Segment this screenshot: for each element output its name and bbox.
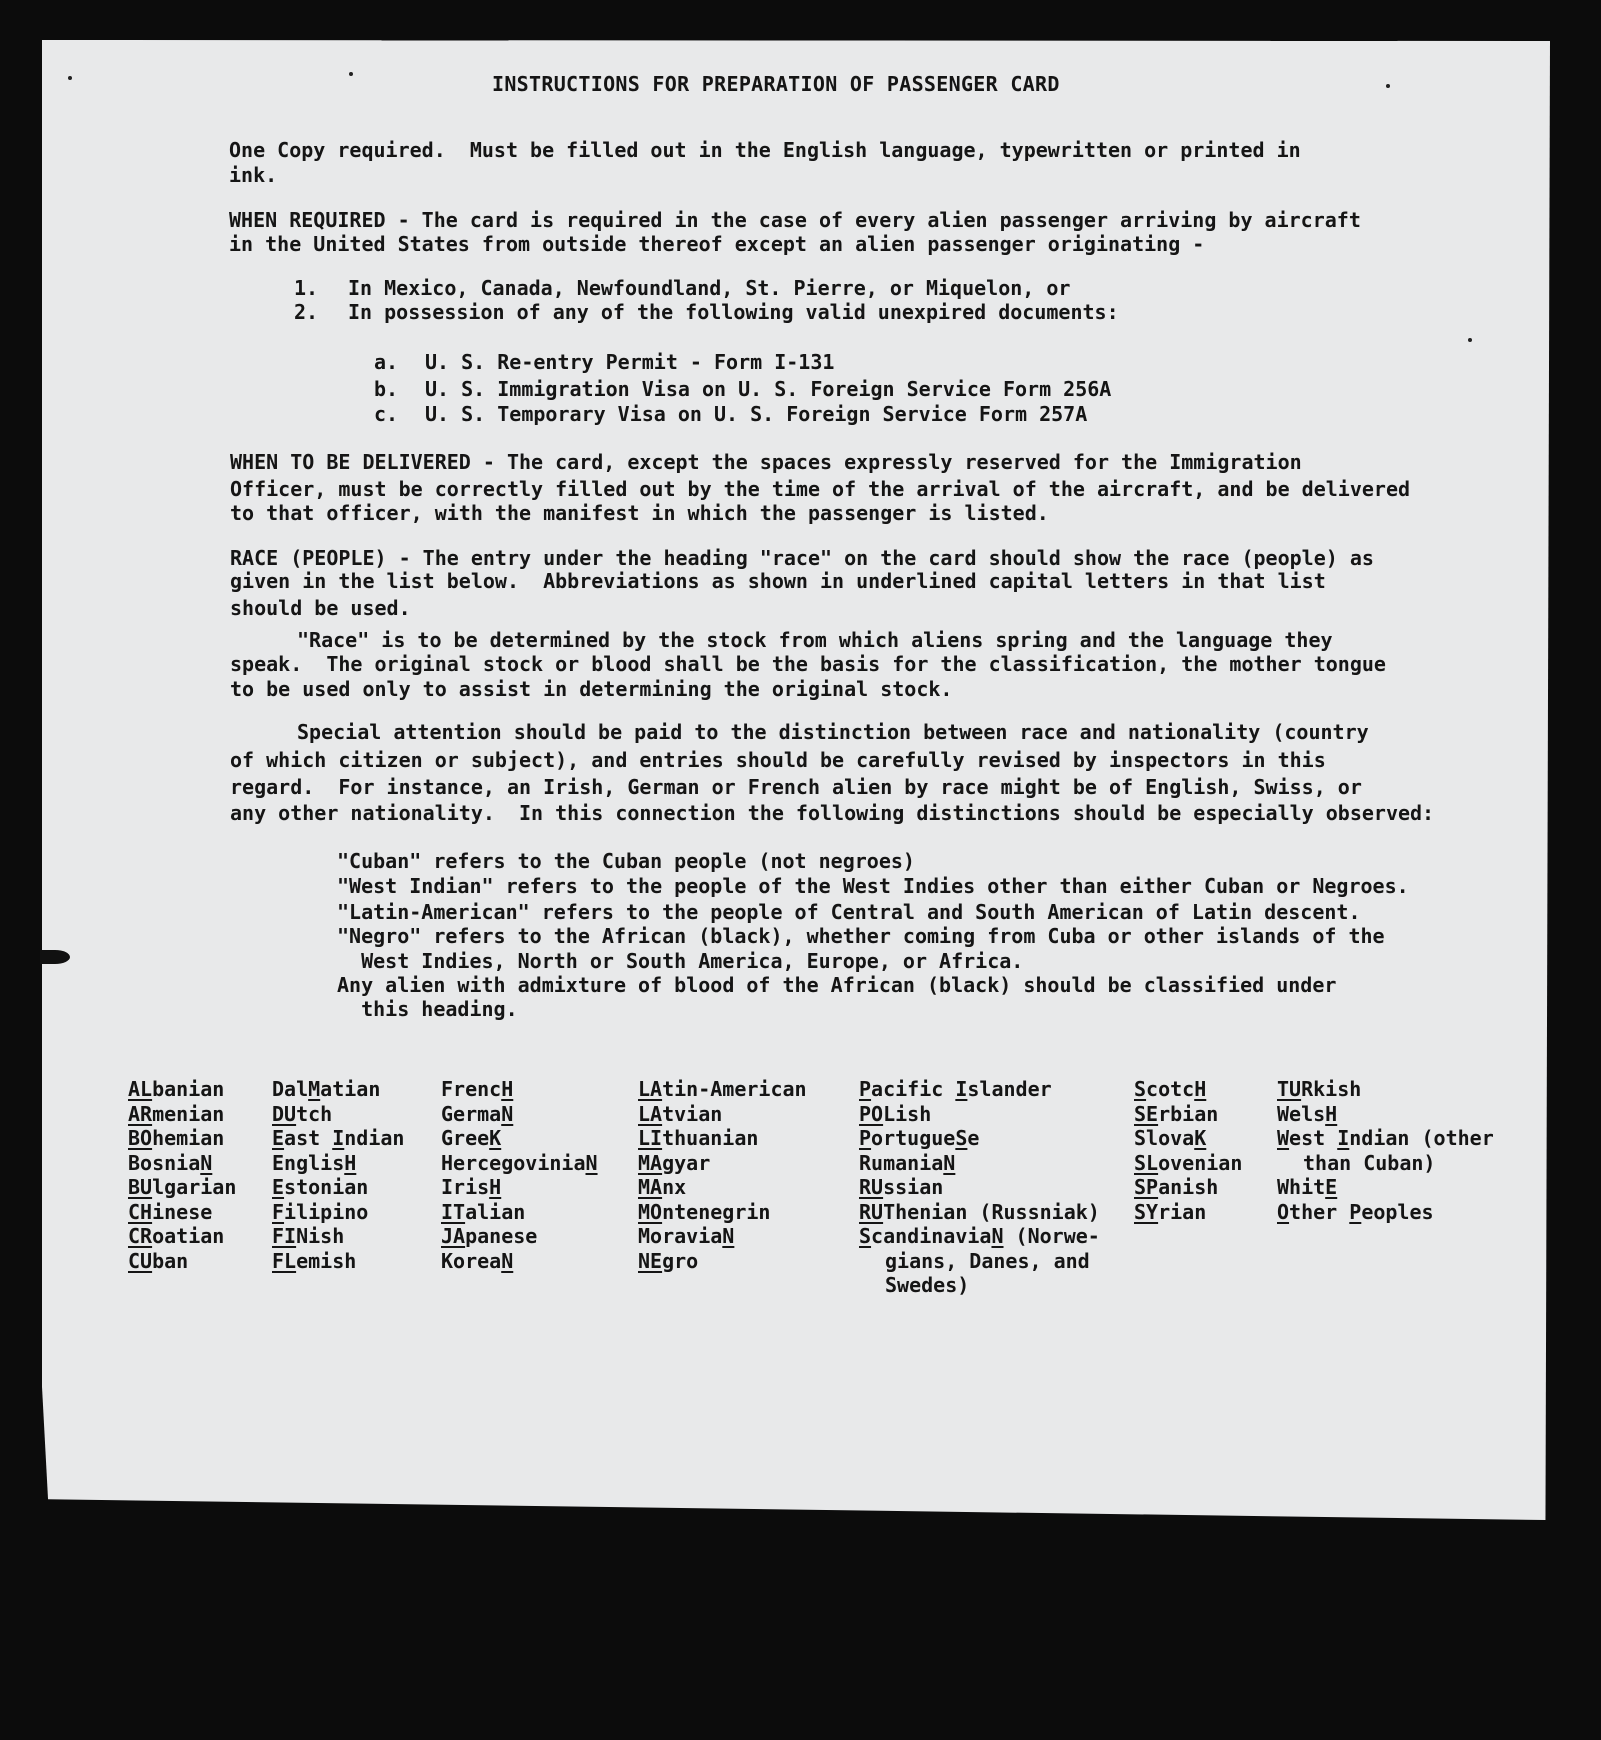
race-entry xyxy=(1277,1126,1494,1151)
race-text: Nish xyxy=(296,1224,345,1248)
race-abbreviation: PO xyxy=(859,1101,884,1126)
when-delivered-line-1: WHEN TO BE DELIVERED - The card, except the spaces expressly reserved for the Immigration xyxy=(230,450,1302,474)
race-entry xyxy=(128,1151,236,1176)
race-abbreviation: H xyxy=(1325,1101,1338,1126)
race-text: panese xyxy=(465,1224,538,1248)
race-abbreviation: H xyxy=(501,1077,514,1101)
race-entry xyxy=(441,1175,598,1200)
race-abbreviation: IT xyxy=(441,1199,466,1224)
race-entry xyxy=(272,1151,404,1176)
race-abbreviation: N xyxy=(501,1101,514,1126)
race-entry xyxy=(272,1200,404,1225)
race-text: banian xyxy=(152,1077,225,1101)
ink-speck xyxy=(1468,338,1472,342)
race-column-7 xyxy=(1277,1077,1494,1224)
race-abbreviation: MO xyxy=(638,1199,663,1224)
race-abbreviation: H xyxy=(489,1175,502,1199)
race-abbreviation: P xyxy=(859,1126,872,1150)
document-item: U. S. Temporary Visa on U. S. Foreign Service Form 257A xyxy=(425,402,1088,426)
race-entry xyxy=(272,1175,404,1200)
document-letter: a. xyxy=(374,350,399,374)
race-abbreviation: N xyxy=(501,1248,514,1273)
race-abbreviation: SE xyxy=(1134,1101,1159,1126)
race-abbreviation: S xyxy=(955,1126,968,1150)
race-text: ilipino xyxy=(284,1199,369,1224)
race-entry xyxy=(128,1077,236,1102)
race-entry: than Cuban) xyxy=(1303,1150,1436,1175)
race-entry xyxy=(638,1102,807,1127)
distinction-line: "Cuban" refers to the Cuban people (not negroes) xyxy=(337,849,915,873)
race-entry xyxy=(128,1102,236,1127)
race-entry xyxy=(272,1102,404,1127)
race-text: ortugue xyxy=(871,1126,956,1150)
race-text: eoples xyxy=(1361,1199,1434,1224)
race-abbreviation: BU xyxy=(128,1175,153,1199)
race-intro-line-3: should be used. xyxy=(230,596,411,620)
race-text: Wels xyxy=(1277,1101,1326,1126)
race-abbreviation: I xyxy=(332,1126,345,1150)
race-text: Rumania xyxy=(859,1150,944,1175)
race-abbreviation: O xyxy=(1277,1199,1290,1224)
race-entry xyxy=(441,1249,598,1274)
race-entry xyxy=(272,1077,404,1102)
race-abbreviation: P xyxy=(1349,1199,1362,1224)
race-entry xyxy=(1134,1200,1242,1225)
race-text: Slova xyxy=(1134,1126,1195,1150)
document-item: U. S. Re-entry Permit - Form I-131 xyxy=(425,350,835,374)
distinction-line: "Latin-American" refers to the people of Central and South American of Latin descent. xyxy=(337,900,1361,924)
race-abbreviation: LA xyxy=(638,1077,663,1101)
race-text: acific xyxy=(871,1077,956,1101)
race-abbreviation: E xyxy=(272,1175,285,1199)
race-abbreviation: M xyxy=(308,1077,321,1101)
race-def-line-3: to be used only to assist in determining the original stock. xyxy=(230,677,953,701)
special-attention-line-2: of which citizen or subject), and entries should be carefully revised by inspectors in this xyxy=(230,748,1326,772)
race-entry xyxy=(859,1224,1100,1249)
race-text: inese xyxy=(152,1199,213,1224)
race-text: e xyxy=(967,1126,980,1150)
race-column-1 xyxy=(128,1077,236,1273)
race-abbreviation: K xyxy=(489,1126,502,1150)
race-entry xyxy=(128,1175,236,1200)
race-entry xyxy=(638,1175,807,1200)
race-entry xyxy=(1277,1102,1494,1127)
race-text: rbian xyxy=(1158,1101,1219,1126)
distinction-line: "West Indian" refers to the people of the West Indies other than either Cuban or Negroes. xyxy=(337,874,1409,898)
race-abbreviation: CU xyxy=(128,1248,153,1273)
race-column-6 xyxy=(1134,1077,1242,1224)
race-abbreviation: N xyxy=(200,1150,213,1175)
intro-line-1: One Copy required. Must be filled out in the English language, typewritten or printed in xyxy=(229,138,1301,162)
race-abbreviation: F xyxy=(272,1199,285,1224)
race-entry xyxy=(859,1175,1100,1200)
race-entry xyxy=(1134,1126,1242,1151)
race-text: emish xyxy=(296,1248,357,1273)
condition-number: 2. xyxy=(294,300,319,324)
race-text: stonian xyxy=(284,1175,369,1199)
condition-number: 1. xyxy=(294,276,319,300)
race-column-5 xyxy=(859,1077,1100,1298)
race-text: thuanian xyxy=(662,1126,759,1150)
race-text: Dal xyxy=(272,1077,309,1101)
race-text: alian xyxy=(465,1199,526,1224)
race-text: ndian xyxy=(344,1126,405,1150)
race-abbreviation: LA xyxy=(638,1101,663,1126)
race-abbreviation: TU xyxy=(1277,1077,1302,1101)
race-abbreviation: BO xyxy=(128,1126,153,1150)
race-entry xyxy=(638,1200,807,1225)
race-entry xyxy=(638,1249,807,1274)
special-attention-line-1: Special attention should be paid to the distinction between race and nationality (country xyxy=(297,720,1369,744)
race-abbreviation: CR xyxy=(128,1224,153,1248)
race-text: ssian xyxy=(883,1175,944,1199)
race-text: ban xyxy=(152,1248,189,1273)
race-text: ther xyxy=(1289,1199,1350,1224)
race-entry xyxy=(638,1126,807,1151)
race-entry xyxy=(272,1249,404,1274)
race-abbreviation: S xyxy=(1134,1077,1147,1101)
race-entry xyxy=(1134,1151,1242,1176)
race-text: Gree xyxy=(441,1126,490,1150)
when-required-line-2: in the United States from outside thereof except an alien passenger originating - xyxy=(229,232,1205,256)
race-abbreviation: K xyxy=(1194,1126,1207,1150)
race-abbreviation: W xyxy=(1277,1126,1290,1150)
race-entry xyxy=(441,1126,598,1151)
race-entry xyxy=(272,1224,404,1249)
race-abbreviation: I xyxy=(955,1077,968,1101)
race-text: cotc xyxy=(1146,1077,1195,1101)
intro-line-2: ink. xyxy=(229,163,278,187)
race-def-line-2: speak. The original stock or blood shall be the basis for the classification, the mother tongue xyxy=(230,652,1386,676)
race-text: slander xyxy=(967,1077,1052,1101)
race-text: oatian xyxy=(152,1224,225,1248)
race-abbreviation: SL xyxy=(1134,1150,1159,1175)
race-entry xyxy=(272,1126,404,1151)
race-abbreviation: SP xyxy=(1134,1175,1159,1199)
race-abbreviation: N xyxy=(991,1224,1004,1248)
special-attention-line-3: regard. For instance, an Irish, German or French alien by race might be of English, Swiss, or xyxy=(230,775,1362,799)
race-abbreviation: JA xyxy=(441,1224,466,1248)
race-abbreviation: AR xyxy=(128,1101,153,1126)
race-abbreviation: FI xyxy=(272,1224,297,1248)
race-abbreviation: MA xyxy=(638,1175,663,1199)
race-entry xyxy=(1277,1175,1494,1200)
race-entry xyxy=(128,1249,236,1274)
race-abbreviation: H xyxy=(1194,1077,1207,1101)
race-text: ast xyxy=(284,1126,333,1150)
race-entry xyxy=(859,1102,1100,1127)
race-abbreviation: N xyxy=(943,1150,956,1175)
distinction-line: Any alien with admixture of blood of the African (black) should be classified under xyxy=(337,973,1337,997)
race-text: rian xyxy=(1158,1199,1207,1224)
race-text: nx xyxy=(662,1175,687,1199)
race-entry xyxy=(128,1224,236,1249)
race-text: Iris xyxy=(441,1175,490,1199)
document-item: U. S. Immigration Visa on U. S. Foreign Service Form 256A xyxy=(425,377,1112,401)
race-text: Frenc xyxy=(441,1077,502,1101)
race-text: lgarian xyxy=(152,1175,237,1199)
race-entry xyxy=(638,1151,807,1176)
condition-text: In Mexico, Canada, Newfoundland, St. Pierre, or Miquelon, or xyxy=(348,276,1071,300)
race-abbreviation: E xyxy=(1325,1175,1338,1199)
race-text: ovenian xyxy=(1158,1150,1243,1175)
race-text: Rkish xyxy=(1301,1077,1362,1101)
race-entry xyxy=(1134,1077,1242,1102)
race-abbreviation: RU xyxy=(859,1175,884,1199)
race-def-line-1: "Race" is to be determined by the stock from which aliens spring and the language they xyxy=(297,628,1333,652)
race-text: Hercegovinia xyxy=(441,1150,586,1175)
race-abbreviation: N xyxy=(722,1224,735,1248)
race-entry xyxy=(441,1224,598,1249)
race-abbreviation: P xyxy=(859,1077,872,1101)
condition-text: In possession of any of the following valid unexpired documents: xyxy=(348,300,1119,324)
race-text: ntenegrin xyxy=(662,1199,771,1224)
race-abbreviation: AL xyxy=(128,1077,153,1101)
ink-speck xyxy=(68,76,72,80)
race-entry: Swedes) xyxy=(885,1273,970,1297)
race-text: tvian xyxy=(662,1101,723,1126)
race-abbreviation: MA xyxy=(638,1150,663,1175)
race-column-2 xyxy=(272,1077,404,1273)
race-abbreviation: RU xyxy=(859,1199,884,1224)
race-entry: gians, Danes, and xyxy=(885,1248,1090,1273)
race-entry xyxy=(1277,1200,1494,1225)
race-entry xyxy=(859,1200,1100,1225)
race-text: gyar xyxy=(662,1150,711,1175)
race-column-4 xyxy=(638,1077,807,1273)
distinction-line: this heading. xyxy=(337,997,518,1021)
when-delivered-line-3: to that officer, with the manifest in which the passenger is listed. xyxy=(230,501,1049,525)
ink-speck xyxy=(349,72,353,76)
race-intro-line-2: given in the list below. Abbreviations as shown in underlined capital letters in that list xyxy=(230,569,1326,593)
race-abbreviation: NE xyxy=(638,1248,663,1273)
race-abbreviation: N xyxy=(585,1150,598,1175)
race-text: Lish xyxy=(883,1101,932,1126)
race-intro-line-1: RACE (PEOPLE) - The entry under the heading "race" on the card should show the race (people) as xyxy=(230,546,1374,570)
race-text: (Norwe- xyxy=(1003,1224,1100,1248)
race-text: tin-American xyxy=(662,1077,807,1101)
document-letter: c. xyxy=(374,402,399,426)
race-abbreviation: E xyxy=(272,1126,285,1150)
race-entry xyxy=(441,1077,598,1102)
race-abbreviation: DU xyxy=(272,1101,297,1126)
race-entry xyxy=(128,1200,236,1225)
distinction-line: "Negro" refers to the African (black), whether coming from Cuba or other islands of the xyxy=(337,924,1385,948)
race-abbreviation: I xyxy=(1337,1126,1350,1150)
race-text: ndian (other xyxy=(1349,1126,1494,1150)
race-text: Korea xyxy=(441,1248,502,1273)
race-entry xyxy=(128,1126,236,1151)
special-attention-line-4: any other nationality. In this connection the following distinctions should be especially observed: xyxy=(230,801,1435,825)
race-text: atian xyxy=(320,1077,381,1101)
distinction-line: West Indies, North or South America, Europe, or Africa. xyxy=(337,949,1024,973)
race-text: Whit xyxy=(1277,1175,1326,1199)
race-abbreviation: S xyxy=(859,1224,872,1248)
ink-speck xyxy=(1386,84,1390,88)
race-entry xyxy=(441,1200,598,1225)
document-letter: b. xyxy=(374,377,399,401)
race-abbreviation: LI xyxy=(638,1126,663,1150)
race-text: Englis xyxy=(272,1150,345,1175)
race-text: Moravia xyxy=(638,1224,723,1248)
race-text: Thenian (Russniak) xyxy=(883,1199,1100,1224)
race-text: Germa xyxy=(441,1101,502,1126)
page-title: INSTRUCTIONS FOR PREPARATION OF PASSENGER CARD xyxy=(492,72,1060,96)
race-entry xyxy=(1134,1102,1242,1127)
race-entry xyxy=(1134,1175,1242,1200)
race-text: tch xyxy=(296,1101,333,1126)
race-abbreviation: CH xyxy=(128,1199,153,1224)
race-text: gro xyxy=(662,1248,699,1273)
race-text: est xyxy=(1289,1126,1338,1150)
race-column-3 xyxy=(441,1077,598,1273)
race-entry xyxy=(859,1126,1100,1151)
race-abbreviation: H xyxy=(344,1150,357,1175)
race-text: Bosnia xyxy=(128,1150,201,1175)
race-entry xyxy=(441,1102,598,1127)
race-entry xyxy=(638,1224,807,1249)
race-entry xyxy=(441,1151,598,1176)
race-entry xyxy=(859,1151,1100,1176)
race-text: hemian xyxy=(152,1126,225,1150)
when-delivered-line-2: Officer, must be correctly filled out by the time of the arrival of the aircraft, and be delivered xyxy=(230,477,1411,501)
race-abbreviation: SY xyxy=(1134,1199,1159,1224)
race-abbreviation: FL xyxy=(272,1248,297,1273)
race-text: candinavia xyxy=(871,1224,992,1248)
race-entry xyxy=(859,1077,1100,1102)
race-entry xyxy=(638,1077,807,1102)
race-text: menian xyxy=(152,1101,225,1126)
race-entry xyxy=(1277,1077,1494,1102)
when-required-line-1: WHEN REQUIRED - The card is required in the case of every alien passenger arriving by aircraft xyxy=(229,208,1361,232)
race-text: anish xyxy=(1158,1175,1219,1199)
